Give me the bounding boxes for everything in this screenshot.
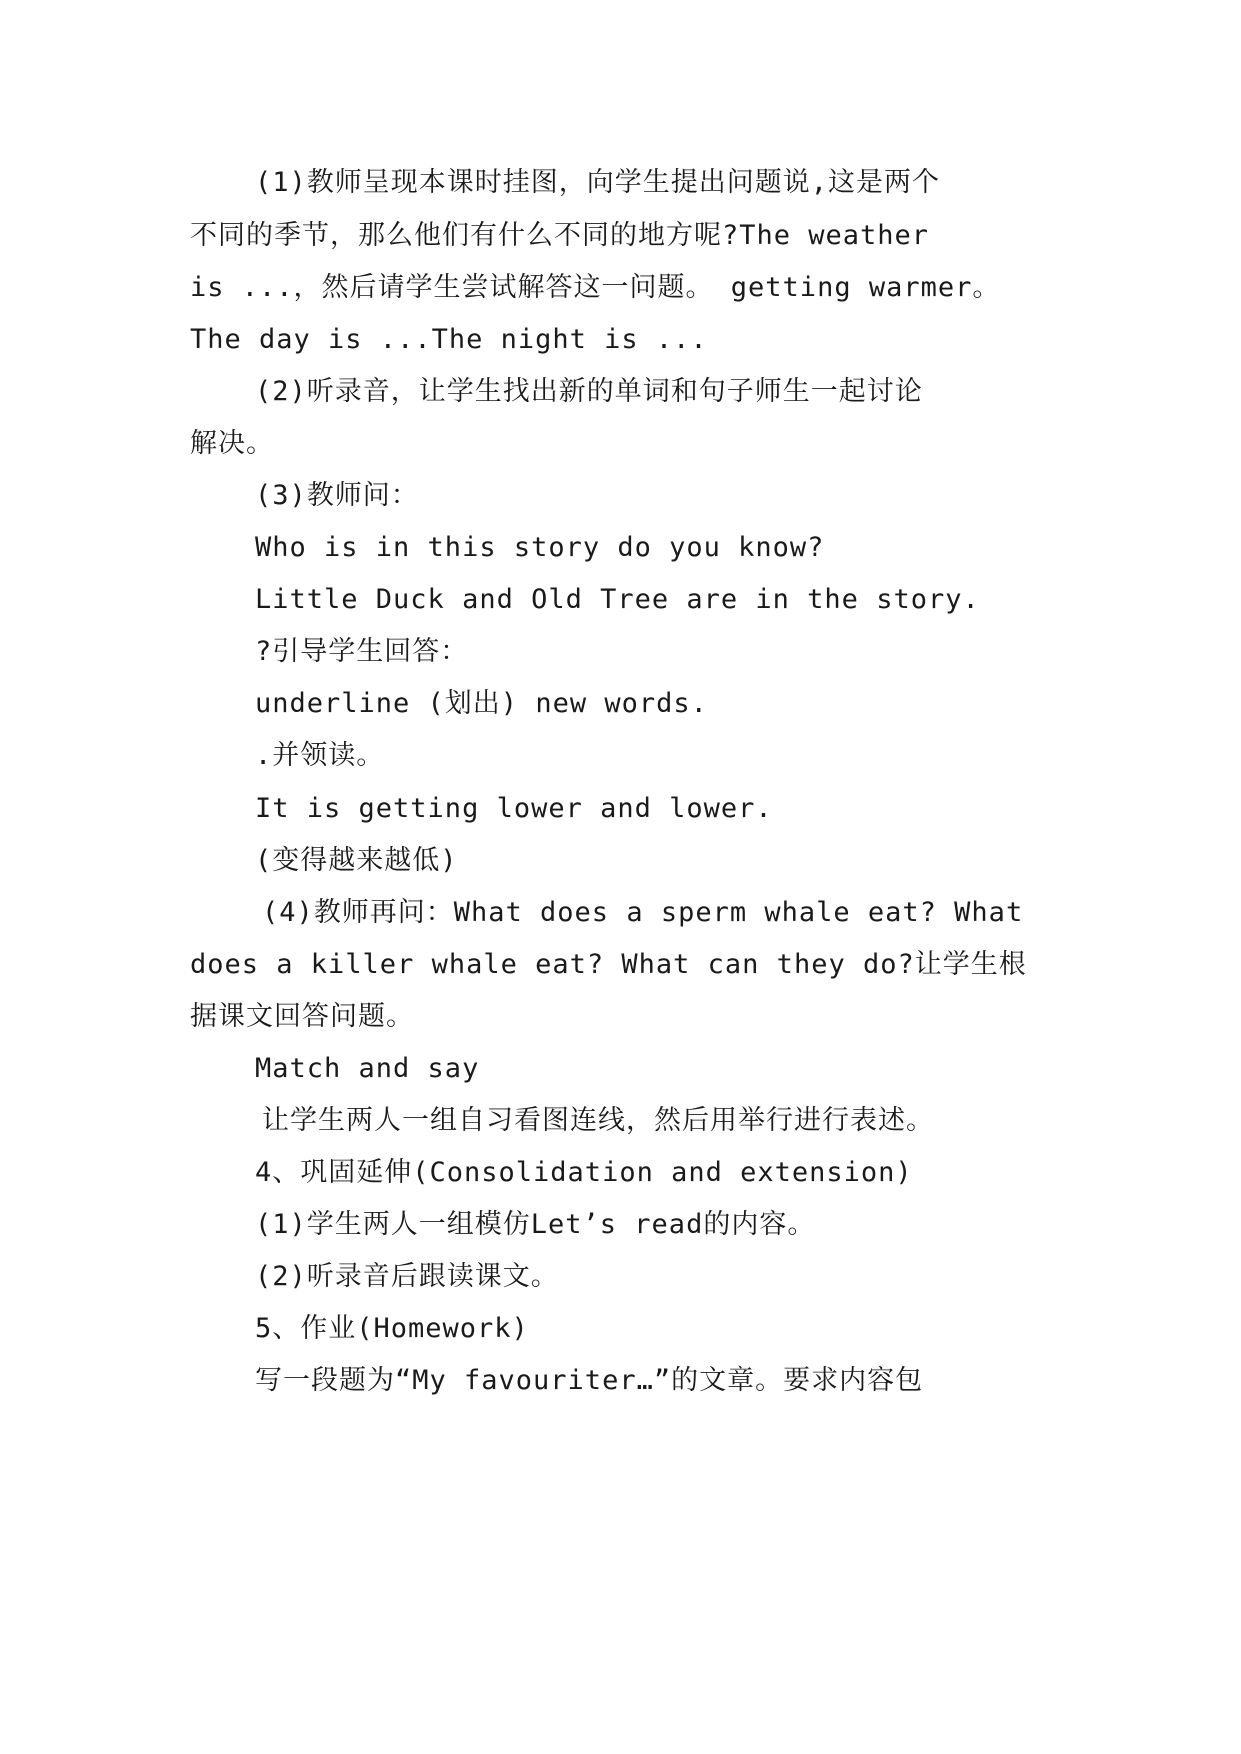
paragraph-line: underline (划出) new words. bbox=[255, 688, 708, 719]
paragraph-line: 让学生两人一组自习看图连线，然后用举行进行表述。 bbox=[262, 1105, 934, 1136]
paragraph-line: ?引导学生回答： bbox=[255, 636, 469, 667]
paragraph-line: It is getting lower and lower. bbox=[255, 793, 773, 824]
paragraph-line: does a killer whale eat? What can they do?让学生根 bbox=[190, 949, 1027, 980]
paragraph-line: 据课文回答问题。 bbox=[190, 1001, 414, 1032]
paragraph-line: 解决。 bbox=[190, 428, 274, 459]
paragraph-line: Match and say bbox=[255, 1053, 480, 1084]
paragraph-line: (1)学生两人一组模仿Let’s read的内容。 bbox=[255, 1209, 816, 1240]
paragraph-line: is ...，然后请学生尝试解答这一问题。 getting warmer。 bbox=[190, 272, 1001, 303]
paragraph-line: 4、巩固延伸(Consolidation and extension) bbox=[255, 1157, 913, 1188]
paragraph-line: (4)教师再问：What does a sperm whale eat? What bbox=[262, 897, 1024, 928]
paragraph-line: (1)教师呈现本课时挂图，向学生提出问题说,这是两个 bbox=[255, 167, 941, 198]
paragraph-line: (2)听录音，让学生找出新的单词和句子师生一起讨论 bbox=[255, 376, 923, 407]
paragraph-line: (变得越来越低) bbox=[255, 845, 458, 876]
paragraph-line: The day is ...The night is ... bbox=[190, 324, 708, 355]
paragraph-line: Who is in this story do you know? bbox=[255, 532, 825, 563]
paragraph-line: (2)听录音后跟读课文。 bbox=[255, 1261, 559, 1292]
paragraph-line: 写一段题为“My favouriter…”的文章。要求内容包 bbox=[255, 1365, 924, 1396]
paragraph-line: (3)教师问： bbox=[255, 480, 419, 511]
paragraph-line: Little Duck and Old Tree are in the story. bbox=[255, 584, 980, 615]
paragraph-line: 5、作业(Homework) bbox=[255, 1313, 529, 1344]
paragraph-line: 不同的季节，那么他们有什么不同的地方呢?The weather bbox=[190, 220, 930, 251]
paragraph-line: .并领读。 bbox=[255, 740, 385, 771]
